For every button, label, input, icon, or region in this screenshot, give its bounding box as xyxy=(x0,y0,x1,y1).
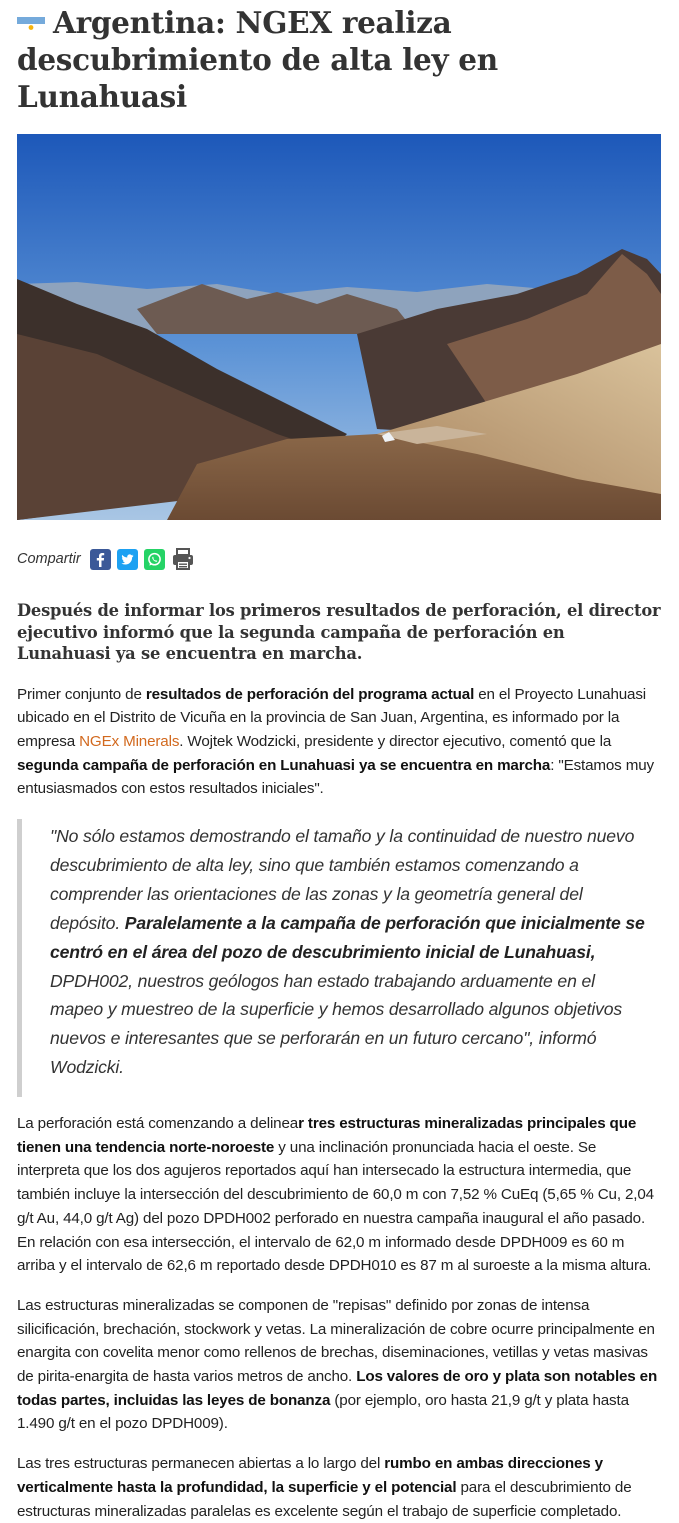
text: Las tres estructuras permanecen abiertas a lo largo del xyxy=(17,1455,385,1473)
text: La perforación está comenzando a delinea xyxy=(17,1115,299,1133)
text: para el descubrimiento de estructuras mineralizadas paralelas es excelente según el trabajo de superficie completado. xyxy=(17,1478,632,1520)
text: : "Estamos muy entusiasmados con estos resultados iniciales". xyxy=(17,756,654,798)
paragraph-4 xyxy=(17,1452,662,1523)
print-icon[interactable] xyxy=(171,547,195,571)
twitter-icon[interactable] xyxy=(117,549,138,570)
quote-text: "No sólo estamos demostrando el tamaño y la continuidad de nuestro nuevo descubrimiento de alta ley, sino que también estamos comenzando a comprender las orientaciones de las zonas y la geometría general del depósito. xyxy=(50,826,635,933)
share-bar xyxy=(17,547,662,571)
bold-text: rumbo en ambas direcciones y verticalmente hasta la profundidad, la superficie y el potencial xyxy=(17,1455,603,1496)
bold-text: r tres estructuras mineralizadas principales que tienen una tendencia norte-noroeste xyxy=(17,1115,637,1156)
quote-bold-text: Paralelamente a la campaña de perforación que inicialmente se centró en el área del pozo de descubrimiento inicial de Lunahuasi, xyxy=(50,912,645,962)
text: Primer conjunto de xyxy=(17,685,146,703)
paragraph-2 xyxy=(17,1112,662,1278)
paragraph-1 xyxy=(17,683,662,802)
quote-text: DPDH002, nuestros geólogos han estado trabajando arduamente en el mapeo y muestreo de la superficie y hemos desarrollado algunos objetivos nuevos e interesantes que se perforarán en un futuro cercano", informó Wodzicki. xyxy=(50,970,623,1078)
text: (por ejemplo, oro hasta 21,9 g/t y plata hasta 1.490 g/t en el pozo DPDH009). xyxy=(17,1391,629,1433)
argentina-flag-icon xyxy=(17,9,45,30)
bold-text: Los valores de oro y plata son notables en todas partes, incluidas las leyes de bonanza xyxy=(17,1368,658,1409)
facebook-icon[interactable] xyxy=(90,549,111,570)
bold-text: resultados de perforación del programa actual xyxy=(145,685,475,703)
share-label: Compartir xyxy=(17,551,81,567)
article-title-text: Argentina: NGEX realiza descubrimiento de alta ley en Lunahuasi xyxy=(17,5,498,114)
article-title xyxy=(17,0,662,115)
whatsapp-icon[interactable] xyxy=(144,549,165,570)
blockquote xyxy=(17,819,662,1097)
bold-text: segunda campaña de perforación en Lunahuasi ya se encuentra en marcha xyxy=(17,756,551,774)
text: . Wojtek Wodzicki, presidente y director ejecutivo, comentó que la xyxy=(179,732,612,750)
article-lead: Después de informar los primeros resultados de perforación, el director ejecutivo informó que la segunda campaña de perforación en Lunahuasi ya se encuentra en marcha. xyxy=(17,601,661,663)
ngex-minerals-link[interactable]: NGEx Minerals xyxy=(79,732,180,750)
text: Las estructuras mineralizadas se componen de "repisas" definido por zonas de intensa silicificación, brechación, stockwork y vetas. La mineralización de cobre ocurre principalmente en enargita con covelita menor como rellenos de brechas, diseminaciones, vetillas y vetas masivas de pirita-enargita de hasta varios metros de ancho. xyxy=(17,1296,655,1386)
text: y una inclinación pronunciada hacia el oeste. Se interpreta que los dos agujeros reportados aquí han intersecado la estructura intermedia, que también incluye la intersección del descubrimiento de 60,0 m con 7,52 % CuEq (5,65 % Cu, 2,04 g/t Au, 44,0 g/t Ag) del pozo DPDH002 perforado en nuestra campaña inaugural el año pasado. En relación con esa intersección, el intervalo de 62,0 m informado desde DPDH009 es 60 m arriba y el intervalo de 62,6 m reportado desde DPDH010 es 87 m al suroeste a la misma altura. xyxy=(17,1138,654,1275)
mountain-landscape-photo xyxy=(17,134,661,520)
paragraph-3 xyxy=(17,1294,662,1436)
text: en el Proyecto Lunahuasi ubicado en el Distrito de Vicuña en la provincia de San Juan, Argentina, es informado por la empresa xyxy=(17,685,647,750)
